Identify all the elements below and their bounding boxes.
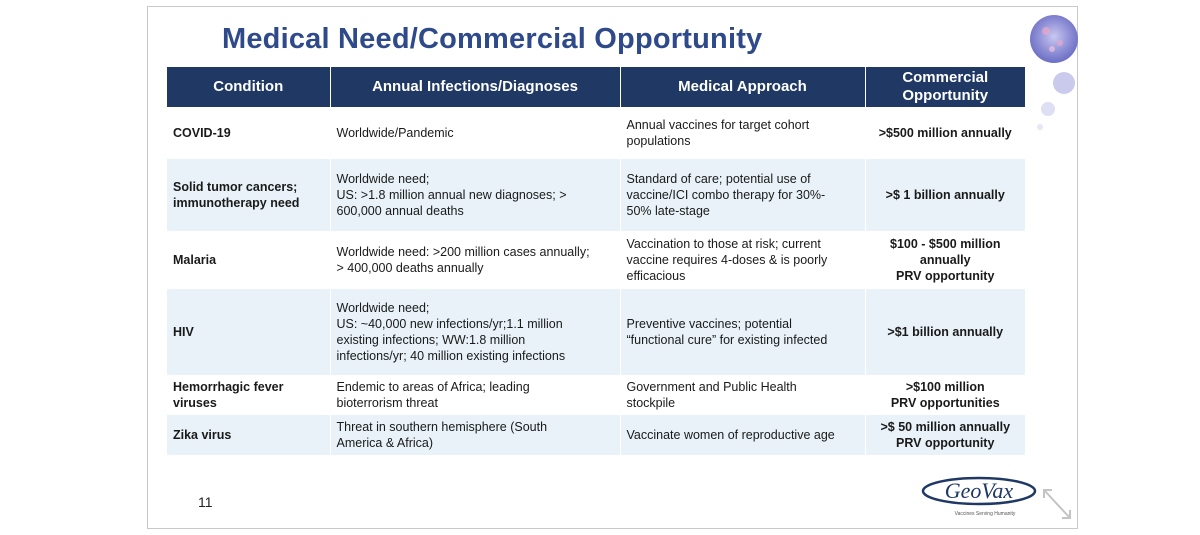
cell-opportunity <box>865 375 1025 415</box>
cell-line: >$ 50 million annually <box>880 420 1011 434</box>
logo-tagline: Vaccines Serving Humanity <box>954 511 1016 517</box>
cell-line: efficacious <box>626 269 686 283</box>
cell-condition <box>167 375 330 415</box>
cell-line: > 400,000 deaths annually <box>336 261 484 275</box>
header-condition: Condition <box>167 67 330 107</box>
cell-line: Vaccination to those at risk; current <box>626 237 821 251</box>
cell-line: immunotherapy need <box>173 196 300 210</box>
cell-line: Government and Public Health <box>626 380 797 394</box>
cell-line: PRV opportunity <box>896 269 995 283</box>
cell-line: Threat in southern hemisphere (South <box>336 420 548 434</box>
cell-line: Worldwide need: >200 million cases annually; <box>336 245 590 259</box>
cell-line: “functional cure” for existing infected <box>626 333 828 347</box>
cell-opportunity <box>865 231 1025 289</box>
cell-line: Annual vaccines for target cohort <box>626 118 810 132</box>
cell-line: viruses <box>173 396 217 410</box>
cell-line: PRV opportunities <box>890 396 1000 410</box>
cell-condition <box>167 231 330 289</box>
cell-opportunity <box>865 289 1025 375</box>
cell-line: $100 - $500 million <box>890 237 1001 251</box>
table-row <box>167 415 1025 455</box>
cell-line: US: >1.8 million annual new diagnoses; > <box>336 188 567 202</box>
cell-infections <box>330 159 620 231</box>
cell-approach <box>620 107 865 159</box>
cell-line: 50% late-stage <box>626 204 710 218</box>
cell-line: vaccine requires 4-doses & is poorly <box>626 253 828 267</box>
cell-approach <box>620 415 865 455</box>
cell-approach <box>620 375 865 415</box>
cell-line: Standard of care; potential use of <box>626 172 811 186</box>
cell-line: Worldwide/Pandemic <box>336 126 454 140</box>
cell-line: infections/yr; 40 million existing infections <box>336 349 566 363</box>
cell-approach <box>620 231 865 289</box>
cell-line: Endemic to areas of Africa; leading <box>336 380 530 394</box>
table-row <box>167 231 1025 289</box>
cell-approach <box>620 159 865 231</box>
opportunity-table <box>167 67 1025 455</box>
cell-line: stockpile <box>626 396 676 410</box>
cell-line: Malaria <box>173 253 217 267</box>
resize-arrow-icon <box>1040 486 1074 522</box>
cell-opportunity <box>865 415 1025 455</box>
cell-infections <box>330 289 620 375</box>
cell-line: >$500 million annually <box>878 126 1012 140</box>
cell-infections <box>330 415 620 455</box>
table-row <box>167 159 1025 231</box>
cell-line: Zika virus <box>173 428 232 442</box>
cell-line: Hemorrhagic fever <box>173 380 284 394</box>
cell-line: Preventive vaccines; potential <box>626 317 792 331</box>
table-row <box>167 107 1025 159</box>
table-row <box>167 289 1025 375</box>
cell-condition <box>167 415 330 455</box>
cell-line: >$100 million <box>905 380 985 394</box>
cell-line: Worldwide need; <box>336 172 430 186</box>
cell-infections <box>330 107 620 159</box>
virus-decoration-icon <box>1024 9 1078 139</box>
geovax-logo <box>921 475 1039 517</box>
slide-title: Medical Need/Commercial Opportunity <box>222 23 763 55</box>
cell-condition <box>167 107 330 159</box>
slide <box>147 6 1078 529</box>
cell-line: annually <box>919 253 971 267</box>
cell-line: bioterrorism threat <box>336 396 438 410</box>
table-row <box>167 375 1025 415</box>
cell-line: Worldwide need; <box>336 301 430 315</box>
cell-line: populations <box>626 134 691 148</box>
cell-condition <box>167 159 330 231</box>
cell-condition <box>167 289 330 375</box>
cell-line: existing infections; WW:1.8 million <box>336 333 526 347</box>
cell-line: Solid tumor cancers; <box>173 180 298 194</box>
page-number: 11 <box>198 494 213 510</box>
cell-line: 600,000 annual deaths <box>336 204 464 218</box>
cell-line: US: ~40,000 new infections/yr;1.1 million <box>336 317 563 331</box>
header-infections: Annual Infections/Diagnoses <box>330 67 620 107</box>
logo-name: GeoVax <box>944 478 1014 503</box>
header-approach: Medical Approach <box>620 67 865 107</box>
cell-line: PRV opportunity <box>896 436 995 450</box>
cell-infections <box>330 375 620 415</box>
cell-line: vaccine/ICI combo therapy for 30%- <box>626 188 826 202</box>
cell-opportunity <box>865 159 1025 231</box>
cell-line: HIV <box>173 325 194 339</box>
cell-approach <box>620 289 865 375</box>
cell-line: COVID-19 <box>173 126 231 140</box>
cell-line: Vaccinate women of reproductive age <box>626 428 835 442</box>
table-header-row <box>167 67 1025 107</box>
header-opportunity <box>865 67 1025 107</box>
header-opportunity-text: Commercial Opportunity <box>902 69 989 104</box>
cell-infections <box>330 231 620 289</box>
cell-line: America & Africa) <box>336 436 434 450</box>
cell-opportunity <box>865 107 1025 159</box>
cell-line: >$ 1 billion annually <box>885 188 1005 202</box>
cell-line: >$1 billion annually <box>887 325 1004 339</box>
